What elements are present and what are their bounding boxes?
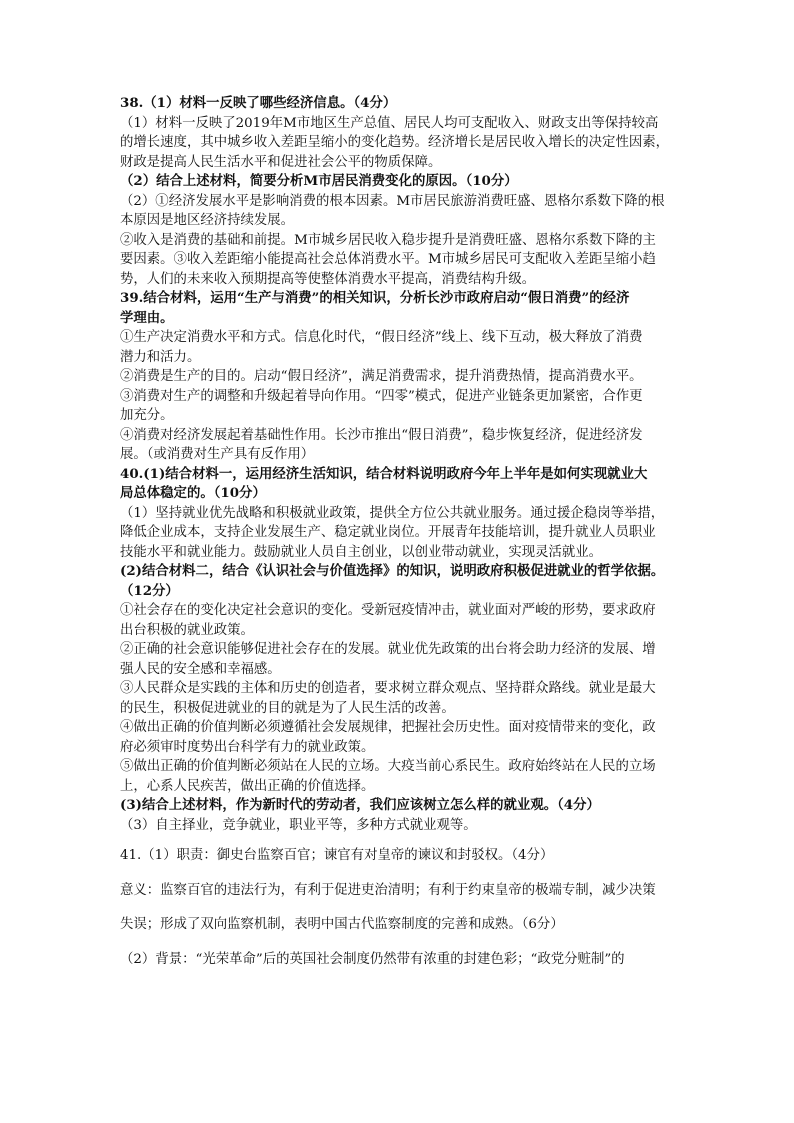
answer-line: 要因素。③收入差距缩小能提高社会总体消费水平。M市城乡居民可支配收入差距呈缩小趋 xyxy=(120,252,656,267)
answer-text-block xyxy=(120,94,686,969)
answer-line: 财政是提高人民生活水平和促进社会公平的物质保障。 xyxy=(120,154,442,170)
answer-line: ①生产决定消费水平和方式。信息化时代，“假日经济”线上、线下互动，极大释放了消费 xyxy=(120,330,643,345)
answer-line: 上，心系人民疾苦，做出正确的价值选择。 xyxy=(120,778,375,794)
question-line: 学理由。 xyxy=(120,309,174,326)
answer-line: 展。（或消费对生产具有反作用） xyxy=(120,447,315,462)
answer-line: 势，人们的未来收入预期提高等使整体消费水平提高，消费结构升级。 xyxy=(120,271,536,287)
answer-line: （2）①经济发展水平是影响消费的根本因素。M市居民旅游消费旺盛、恩格尔系数下降的根 xyxy=(120,193,665,209)
answer-line: 的民生，积极促进就业的目的就是为了人民生活的改善。 xyxy=(120,700,455,716)
q41-line: 41.（1）职责：御史台监察百官；谏官有对皇帝的谏议和封驳权。（4分） xyxy=(120,848,554,863)
answer-line: ⑤做出正确的价值判断必须站在人民的立场。大疫当前心系民生。政府始终站在人民的立场 xyxy=(120,759,656,774)
answer-line: ④消费对经济发展起着基础性作用。长沙市推出“假日消费”，稳步恢复经济，促进经济发 xyxy=(120,427,643,443)
answer-line: ③人民群众是实践的主体和历史的创造者，要求树立群众观点、坚持群众路线。就业是最大 xyxy=(120,681,656,696)
question-line: 40.(1)结合材料一，运用经济生活知识，结合材料说明政府今年上半年是如何实现就业大 xyxy=(120,465,648,482)
answer-line: ④做出正确的价值判断必须遵循社会发展规律，把握社会历史性。面对疫情带来的变化，政 xyxy=(120,720,656,735)
answer-line: 本原因是地区经济持续发展。 xyxy=(120,213,295,228)
question-line: （2）结合上述材料，简要分析M市居民消费变化的原因。（10分） xyxy=(120,173,518,189)
question-line: (3)结合上述材料，作为新时代的劳动者，我们应该树立怎么样的就业观。（4分） xyxy=(120,797,600,813)
answer-line: （1）材料一反映了2019年M市地区生产总值、居民人均可支配收入、财政支出等保持较高 xyxy=(120,115,659,131)
answer-line: （3）自主择业，竞争就业，职业平等，多种方式就业观等。 xyxy=(120,817,477,833)
question-line: 39.结合材料，运用“生产与消费”的相关知识，分析长沙市政府启动“假日消费”的经济 xyxy=(120,290,630,306)
q41-line: （2）背景：“光荣革命”后的英国社会制度仍然带有浓重的封建色彩；“政党分赃制”的 xyxy=(120,951,625,967)
q41-line: 失误；形成了双向监察机制，表明中国古代监察制度的完善和成熟。（6分） xyxy=(120,917,564,932)
q41-line: 意义：监察百官的违法行为，有利于促进吏治清明；有利于约束皇帝的极端专制，减少决策 xyxy=(120,882,656,898)
question-line: 38.（1）材料一反映了哪些经济信息。（4分） xyxy=(120,95,397,111)
question-line: (2)结合材料二，结合《认识社会与价值选择》的知识，说明政府积极促进就业的哲学依据。 xyxy=(120,563,665,579)
answer-line: ②正确的社会意识能够促进社会存在的发展。就业优先政策的出台将会助力经济的发展、增 xyxy=(120,642,656,657)
answer-line: ②消费是生产的目的。启动“假日经济”，满足消费需求，提升消费热情，提高消费水平。 xyxy=(120,369,643,384)
answer-line: 府必须审时度势出台科学有力的就业政策。 xyxy=(120,739,375,755)
answer-line: ③消费对生产的调整和升级起着导向作用。“四零”模式，促进产业链条更加紧密，合作更 xyxy=(120,388,643,404)
answer-line: 的增长速度，其中城乡收入差距呈缩小的变化趋势。经济增长是居民收入增长的决定性因素， xyxy=(120,135,670,150)
answer-line: 加充分。 xyxy=(120,408,174,423)
question-line: （12分） xyxy=(120,582,179,599)
answer-line: 强人民的安全感和幸福感。 xyxy=(120,661,281,677)
answer-line: 技能水平和就业能力。鼓励就业人员自主创业，以创业带动就业，实现灵活就业。 xyxy=(120,544,603,560)
answer-line: ②收入是消费的基础和前提。M市城乡居民收入稳步提升是消费旺盛、恩格尔系数下降的主 xyxy=(120,232,656,248)
answer-line: 出台积极的就业政策。 xyxy=(120,622,254,638)
answer-line: 降低企业成本，支持企业发展生产、稳定就业岗位。开展青年技能培训，提升就业人员职业 xyxy=(120,525,656,540)
question-line: 局总体稳定的。（10分） xyxy=(120,485,266,501)
answer-line: 潜力和活力。 xyxy=(120,349,201,365)
answer-line: ①社会存在的变化决定社会意识的变化。受新冠疫情冲击，就业面对严峻的形势，要求政府 xyxy=(120,603,656,618)
answer-line: （1）坚持就业优先战略和积极就业政策，提供全方位公共就业服务。通过援企稳岗等举措， xyxy=(120,505,665,521)
